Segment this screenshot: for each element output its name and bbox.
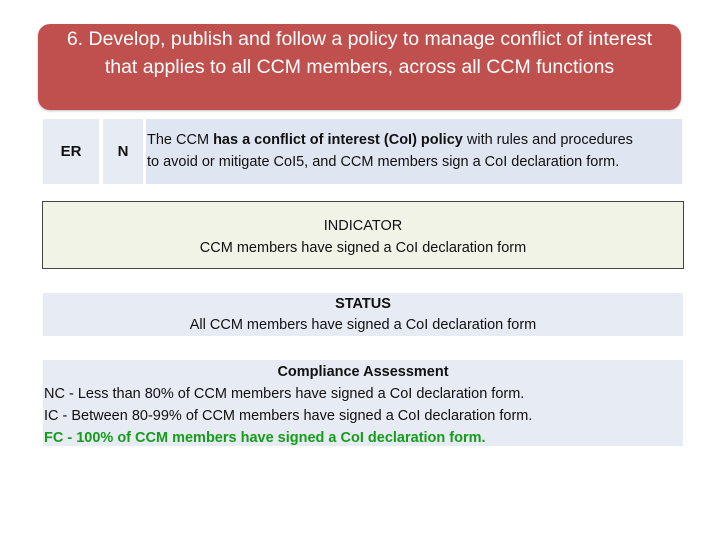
- indicator-box: [42, 201, 684, 269]
- indicator-heading: INDICATOR: [323, 218, 403, 234]
- compliance-box: [43, 360, 683, 446]
- status-text: All CCM members have signed a CoI declaration form: [189, 317, 537, 333]
- requirement-flag: N: [117, 143, 129, 160]
- requirement-row: [43, 119, 682, 184]
- requirement-description: [146, 119, 682, 184]
- compliance-heading: Compliance Assessment: [277, 364, 449, 380]
- desc-text-part2: with rules and procedures: [462, 132, 633, 148]
- page-title: [38, 24, 681, 110]
- desc-text-bold: has a conflict of interest (CoI) policy: [213, 132, 463, 148]
- requirement-description-line2: to avoid or mitigate CoI5, and CCM members sign a CoI declaration form.: [147, 154, 620, 170]
- status-heading: STATUS: [335, 296, 391, 312]
- requirement-description-line1: [147, 129, 682, 151]
- compliance-ic: IC - Between 80-99% of CCM members have signed a CoI declaration form.: [44, 408, 533, 424]
- compliance-fc: FC - 100% of CCM members have signed a CoI declaration form.: [44, 430, 486, 446]
- page-title-text: 6. Develop, publish and follow a policy to manage conflict of interest that applies to all CCM members, across all CCM functions: [66, 28, 653, 78]
- requirement-flag-cell: [103, 119, 143, 184]
- desc-text-part1: The CCM: [147, 132, 214, 148]
- compliance-nc: NC - Less than 80% of CCM members have signed a CoI declaration form.: [44, 386, 525, 402]
- requirement-code: ER: [60, 143, 82, 160]
- indicator-text: CCM members have signed a CoI declaration form: [199, 240, 527, 256]
- status-box: [43, 293, 683, 336]
- requirement-code-cell: [43, 119, 99, 184]
